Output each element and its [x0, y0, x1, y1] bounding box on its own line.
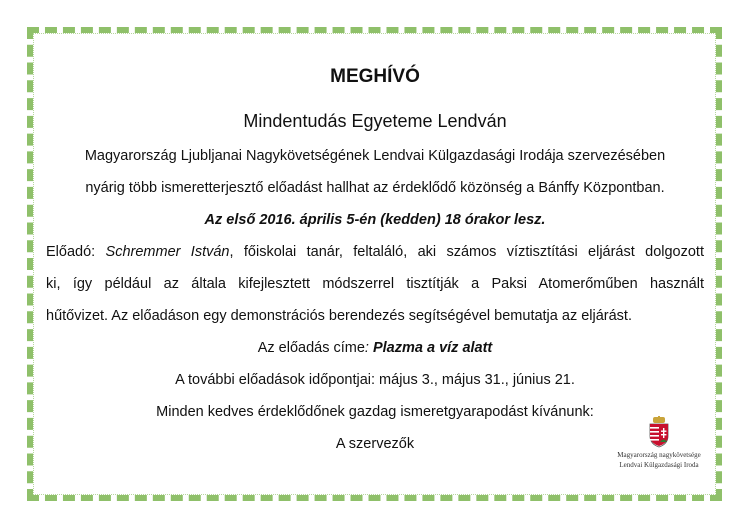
- lecture-title-value: Plazma a víz alatt: [372, 340, 493, 356]
- logo-line-2: Lendvai Külgazdasági Iroda: [619, 461, 699, 469]
- presenter-label: Előadó:: [46, 244, 106, 260]
- presenter-name: Schremmer István: [105, 244, 230, 260]
- logo-line-1: Magyarország nagykövetsége: [617, 451, 701, 459]
- first-event-line: Az első 2016. április 5-én (kedden) 18 órakor lesz.: [204, 212, 546, 228]
- further-dates: A további előadások időpontjai: május 3., május 31., június 21.: [175, 372, 575, 388]
- presenter-line-3: hűtővizet. Az előadáson egy demonstrációs berendezés segítségével bemutatja az eljárást.: [46, 308, 632, 324]
- lecture-title-line: [40, 332, 710, 364]
- hungarian-coat-of-arms-icon: [646, 416, 672, 448]
- subtitle: Mindentudás Egyeteme Lendván: [243, 111, 507, 131]
- intro-line-1: Magyarország Ljubljanai Nagykövetségének Lendvai Külgazdasági Irodája szervezésében: [84, 148, 666, 164]
- intro-line-2: nyárig több ismeretterjesztő előadást hallhat az érdeklődő közönség a Bánffy Központban.: [85, 180, 665, 196]
- presenter-line-2: ki, így például az általa kifejlesztett módszerrel tisztítják a Paksi Atomerőműben használt: [46, 276, 704, 292]
- page-title: MEGHÍVÓ: [330, 66, 420, 87]
- wish-line: Minden kedves érdeklődőnek gazdag ismeretgyarapodást kívánunk:: [156, 404, 594, 420]
- signature: A szervezők: [335, 436, 415, 452]
- presenter-text-1: , főiskolai tanár, feltaláló, aki számos víztisztítási eljárást dolgozott: [229, 244, 704, 260]
- lecture-title-colon: :: [364, 340, 373, 356]
- presenter-line-1: [40, 236, 710, 268]
- invitation-body: [40, 58, 710, 460]
- logo-caption: [604, 450, 714, 470]
- lecture-title-label: Az előadás címe: [257, 340, 365, 356]
